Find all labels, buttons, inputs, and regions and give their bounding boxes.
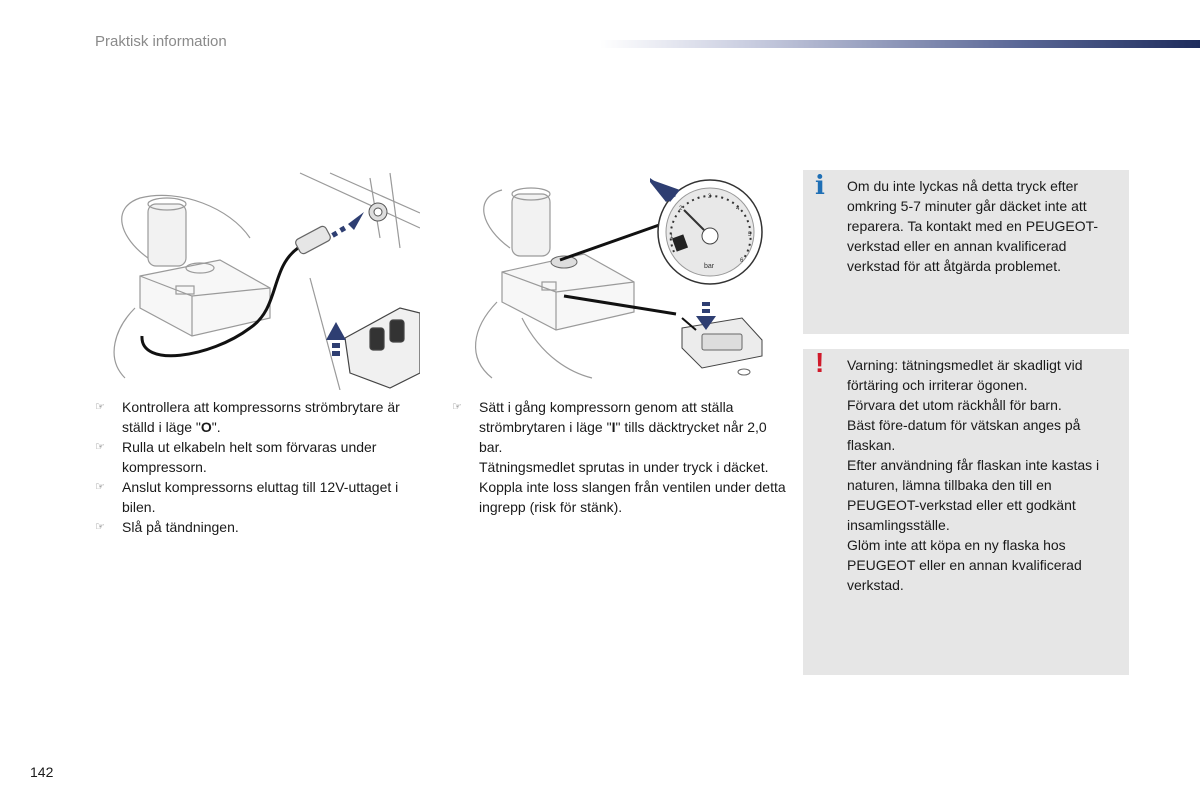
gauge-unit: bar — [704, 263, 715, 270]
warning-text — [847, 355, 1117, 595]
compressor-gauge-illustration — [462, 168, 772, 390]
instruction-item: ☞ Slå på tändningen. — [95, 519, 239, 535]
gauge-tick-3: 4 — [736, 206, 740, 212]
pointing-hand-icon: ☞ — [95, 401, 105, 413]
warning-box — [803, 349, 1129, 675]
warning-icon: ! — [815, 347, 825, 378]
instructions-column-1 — [95, 397, 435, 537]
warning-paragraph: Glöm inte att köpa en ny flaska hos PEUGEOT eller en annan kvalificerad verkstad. — [847, 537, 1082, 593]
info-text: Om du inte lyckas nå detta tryck efter omkring 5-7 minuter går däcket inte att reparera. Ta kontakt med en PEUGEOT-verkstad eller en annan kvalificerad verkstad för att åtgärda problemet. — [847, 178, 1099, 274]
instructions-column-2 — [452, 397, 787, 517]
warning-paragraph: Efter användning får flaskan inte kastas i naturen, lämna tillbaka den till en PEUGEOT-verkstad eller ett godkänt insamlingsställe. — [847, 457, 1100, 533]
info-box — [803, 170, 1129, 334]
pointing-hand-icon: ☞ — [95, 481, 105, 493]
pointing-hand-icon: ☞ — [95, 521, 105, 533]
info-icon: i — [815, 171, 825, 201]
gauge-tick-0: 1 — [670, 234, 674, 240]
warning-paragraph: Bäst före-datum för vätskan anges på flaskan. — [847, 417, 1081, 453]
warning-paragraph: Förvara det utom räckhåll för barn. — [847, 397, 1062, 413]
gauge-tick-1: 2 — [679, 206, 683, 212]
page-number: 142 — [30, 764, 54, 780]
page-header-title: Praktisk information — [95, 33, 227, 50]
instruction-item: ☞ Sätt i gång kompressorn genom att ställa strömbrytaren i läge "I" tills däcktrycket når 2,0 bar. — [452, 399, 767, 455]
instruction-item: ☞ Anslut kompressorns eluttag till 12V-uttaget i bilen. — [95, 479, 399, 515]
compressor-connection-illustration — [100, 168, 420, 390]
pointing-hand-icon: ☞ — [452, 401, 462, 413]
gauge-tick-5: 6 — [740, 258, 744, 264]
gauge-tick-4: 5 — [748, 232, 752, 238]
instruction-item: ☞ Rulla ut elkabeln helt som förvaras under kompressorn. — [95, 439, 377, 475]
pointing-hand-icon: ☞ — [95, 441, 105, 453]
warning-paragraph: Varning: tätningsmedlet är skadligt vid förtäring och irriterar ögonen. — [847, 357, 1083, 393]
gauge-tick-2: 3 — [708, 194, 712, 200]
instruction-item: ☞ Kontrollera att kompressorns strömbrytare är ställd i läge "O". — [95, 399, 400, 435]
header-gradient-bar — [600, 40, 1200, 48]
instruction-paragraph: Tätningsmedlet sprutas in under tryck i däcket. Koppla inte loss slangen från ventilen under detta ingrepp (risk för stänk). — [479, 459, 786, 515]
